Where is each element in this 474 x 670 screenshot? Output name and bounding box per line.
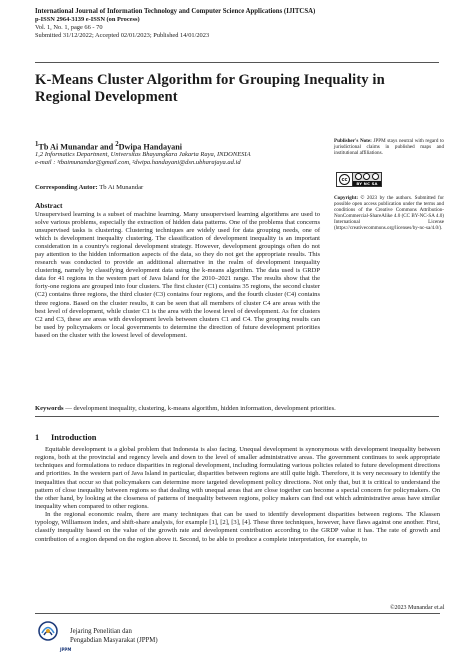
publisher-note — [334, 139, 444, 157]
corresponding-author — [35, 184, 143, 191]
keywords — [35, 405, 435, 412]
author-1-marker: 1 — [35, 141, 39, 148]
section-number: 1 — [35, 433, 40, 442]
cc-terms-area — [353, 173, 381, 186]
affiliation-email[interactable]: e-mail : ¹tbaimunandar@gmail.com, ²dwipa.handayani@dsn.ubharajaya.ad.id — [35, 159, 241, 166]
journal-name: International Journal of Information Technology and Computer Science Applications (IJITCSA) — [35, 8, 316, 15]
abstract-text: Unsupervised learning is a subset of machine learning. Many unsupervised learning algorithms are used to solve various problems, especially the extraction of hidden data patterns. One of the problems that concerns unsupervised tasks is clustering. Clustering techniques are widely used for data grouping needs, one of which is development inequality clustering. The classification of development inequality is an important consideration in a country's regional development strategy. However, development groupings often do not pay attention to the hidden information aspects of the data, so they do not get the appropriate results. This research was conducted to provide an additional alternative in the realm of development inequality clustering, namely by classifying development data using the k-means algorithm. The data used is GRDP data for 41 regions in the western part of Java Island for the 2010–2021 range. The results show that the forty-one regions are grouped into four clusters. The first cluster (C1) contains 35 regions, the second cluster (C2) contains three regions, the third cluster (C3) contains four regions, and the fourth cluster (C4) contains three regions. Based on the cluster results, it can be seen that all members of cluster C4 are areas with the best level of development, while cluster C1 is the area with the lowest level of development. As for clusters C2 and C3, these are areas with development levels between clusters C1 and C4. The grouping results can be used by policymakers or local governments to determine the direction of future development priorities based on the cluster with the lowest level of development. — [35, 211, 320, 339]
journal-issn: p-ISSN 2964-3139 e-ISSN (on Process) — [35, 16, 140, 23]
author-1: Tb Ai Munandar — [38, 142, 98, 152]
noncommercial-icon — [363, 173, 370, 180]
section-title: Introduction — [51, 433, 97, 442]
cc-icon: cc — [339, 174, 350, 185]
footer-divider — [35, 613, 440, 614]
logo-wordmark: JPPM — [60, 647, 72, 652]
journal-header — [35, 8, 335, 40]
keywords-label: Keywords — [35, 405, 64, 412]
journal-volume: Vol. 1, No. 1, page 66 - 70 — [35, 24, 103, 31]
paper-title: K-Means Cluster Algorithm for Grouping Inequality in Regional Development — [35, 72, 385, 105]
cc-term-icons — [353, 173, 381, 181]
copyright-label: Copyright: — [334, 195, 359, 201]
affiliation-department: 1,2 Informatics Department, Universitas Bhayangkara Jakarta Raya, INDONESIA — [35, 151, 251, 158]
footer-copyright: ©2023 Munandar et.al — [390, 605, 445, 611]
attribution-icon — [355, 173, 362, 180]
copyright-notice — [334, 196, 444, 231]
abstract-heading: Abstract — [35, 201, 63, 210]
keywords-divider — [35, 416, 439, 417]
publisher-name — [70, 628, 158, 645]
intro-paragraph-2: In the regional economic realm, there are many techniques that can be used to identify development disparities between regions. The Klassen typology, Williamson index, and shift-share analysis, for example [1], [2], [3], [4]. These three techniques, however, have flaws against one another. First, classify inequality based on the value of the growth rate and development contribution according to the GRDP value it has. The rate of growth and contribution of a region depend on the region above it. Second, to be able to produce a complete interpretation, for example, to — [35, 511, 440, 543]
copyright-text: © 2023 by the authors. Submitted for possible open access publication under the terms and conditions of the Creative Commons Attribution-NonCommercial-ShareAlike 4.0 (CC BY-NC-SA 4.0) International License (https://creativecommons.org/licenses/by-nc-sa/4.0/). — [334, 195, 444, 231]
keywords-text: — development inequality, clustering, k-means algorithm, hidden information, development priorities. — [63, 405, 336, 412]
cc-logo-area — [337, 173, 353, 186]
publisher-line-1: Jejaring Penelitian dan — [70, 628, 132, 635]
cc-terms-label: BY NC SA — [353, 181, 381, 186]
sharealike-icon — [372, 173, 379, 180]
publisher-note-text: JPPM stays neutral with regard to jurisdictional claims in published maps and institutional affiliations. — [334, 138, 444, 156]
corresponding-label: Corresponding Autor: — [35, 184, 98, 191]
author-2-marker: 2 — [115, 141, 119, 148]
jppm-logo-icon — [36, 619, 60, 653]
affiliation — [35, 151, 305, 167]
cc-license-badge[interactable] — [336, 172, 382, 187]
publisher-line-2: Pengabdian Masyarakat (JPPM) — [70, 636, 158, 644]
header-divider — [35, 62, 439, 63]
journal-dates: Submitted 31/12/2022; Accepted 02/01/2023; Published 14/01/2023 — [35, 32, 210, 39]
author-2: Dwipa Handayani — [118, 142, 183, 152]
introduction-body — [35, 446, 440, 544]
publisher-note-label: Publisher's Note: — [334, 138, 372, 144]
corresponding-name: Tb Ai Munandar — [97, 184, 144, 191]
section-heading-introduction — [35, 433, 96, 442]
author-conjunction: and — [97, 142, 116, 152]
intro-paragraph-1: Equitable development is a global problem that Indonesia is also facing. Unequal development is synonymous with development inequality between regions, both at the provincial and regency levels and down to the level of smaller administrative areas. The government continues to seek appropriate techniques and formulations to reduce disparities in regional development, including formulating various policies related to future development directions and priorities. In the western part of Java Island in particular, disparities between regions are still quite high. Therefore, it is very necessary to identify the inequalities that occur so that policymakers can determine more targeted development policy directions. Not only that, but it is critical to understand the pattern of close inequality between regions so that dealing with unequal areas that are close together can become a special concern for policymakers. On the other hand, by looking at the closeness of patterns of inequality between regions, policy makers can find out which administrative areas have similar inequality when compared to other regions. — [35, 446, 440, 510]
